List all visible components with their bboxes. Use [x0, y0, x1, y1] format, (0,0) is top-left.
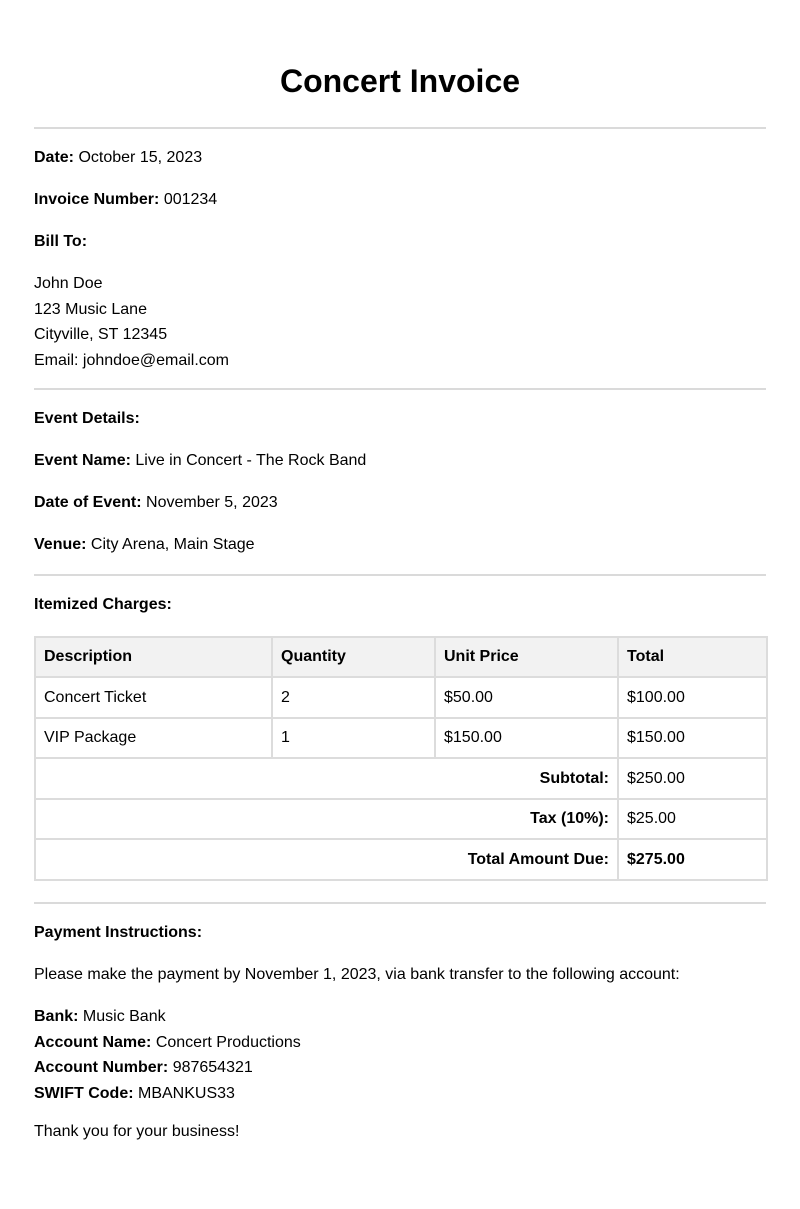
event-venue — [34, 536, 766, 554]
row-total: $150.00 — [618, 718, 767, 759]
payment-instructions-label: Payment Instructions: — [34, 923, 203, 941]
row-unit-price: $50.00 — [435, 677, 618, 718]
bill-to-email: Email: johndoe@email.com — [34, 352, 229, 370]
subtotal-row — [35, 758, 767, 799]
event-venue-label: Venue: — [34, 535, 87, 553]
payment-instructions-heading — [34, 924, 766, 942]
thank-you-note: Thank you for your business! — [34, 1122, 240, 1140]
column-header-description: Description — [35, 637, 272, 678]
table-header-row — [35, 637, 767, 678]
bill-to-city: Cityville, ST 12345 — [34, 326, 168, 344]
event-details-label: Event Details: — [34, 409, 140, 427]
column-header-unit-price: Unit Price — [435, 637, 618, 678]
event-venue-value: City Arena, Main Stage — [90, 535, 255, 553]
event-name — [34, 452, 766, 470]
invoice-date-label: Date: — [34, 149, 75, 166]
account-number-label: Account Number: — [34, 1059, 169, 1077]
row-description: VIP Package — [35, 718, 272, 759]
invoice-page — [34, 0, 766, 1141]
event-name-label: Event Name: — [34, 451, 131, 469]
bank-name-label: Bank: — [34, 1007, 79, 1025]
bank-name-value: Music Bank — [82, 1007, 166, 1025]
row-quantity: 1 — [272, 718, 435, 759]
bank-details — [34, 1004, 766, 1107]
event-date — [34, 494, 766, 512]
divider — [34, 127, 766, 129]
event-name-value: Live in Concert - The Rock Band — [135, 451, 367, 469]
subtotal-value: $250.00 — [618, 758, 767, 799]
payment-instructions-text: Please make the payment by November 1, 2023, via bank transfer to the following account: — [34, 965, 680, 983]
tax-row — [35, 799, 767, 840]
bill-to-label: Bill To: — [34, 233, 88, 250]
total-due-label: Total Amount Due: — [35, 839, 618, 880]
divider — [34, 388, 766, 390]
account-name — [34, 1030, 766, 1056]
invoice-date-value: October 15, 2023 — [78, 149, 203, 166]
table-row — [35, 718, 767, 759]
invoice-number — [34, 191, 766, 209]
itemized-charges-heading — [34, 596, 766, 614]
account-name-value: Concert Productions — [155, 1033, 301, 1051]
row-unit-price: $150.00 — [435, 718, 618, 759]
column-header-total: Total — [618, 637, 767, 678]
invoice-date — [34, 149, 766, 167]
bill-to-name: John Doe — [34, 275, 103, 292]
total-due-row — [35, 839, 767, 880]
bill-to-heading — [34, 233, 766, 251]
account-name-label: Account Name: — [34, 1033, 152, 1051]
tax-label: Tax (10%): — [35, 799, 618, 840]
column-header-quantity: Quantity — [272, 637, 435, 678]
row-description: Concert Ticket — [35, 677, 272, 718]
account-number — [34, 1055, 766, 1081]
event-date-label: Date of Event: — [34, 493, 142, 511]
swift-code-label: SWIFT Code: — [34, 1084, 134, 1102]
page-title: Concert Invoice — [279, 63, 521, 99]
bill-to-street: 123 Music Lane — [34, 300, 147, 318]
row-total: $100.00 — [618, 677, 767, 718]
divider — [34, 574, 766, 576]
itemized-charges-label: Itemized Charges: — [34, 595, 172, 613]
event-details-heading — [34, 410, 766, 428]
tax-value: $25.00 — [618, 799, 767, 840]
row-quantity: 2 — [272, 677, 435, 718]
bank-name — [34, 1004, 766, 1030]
table-row — [35, 677, 767, 718]
divider — [34, 902, 766, 904]
invoice-number-label: Invoice Number: — [34, 191, 160, 208]
swift-code-value: MBANKUS33 — [138, 1084, 235, 1102]
bill-to-address — [34, 271, 766, 374]
account-number-value: 987654321 — [172, 1059, 253, 1077]
total-due-value: $275.00 — [618, 839, 767, 880]
invoice-number-value: 001234 — [163, 191, 218, 208]
swift-code — [34, 1081, 766, 1107]
subtotal-label: Subtotal: — [35, 758, 618, 799]
event-date-value: November 5, 2023 — [146, 493, 278, 511]
charges-table — [34, 636, 768, 881]
